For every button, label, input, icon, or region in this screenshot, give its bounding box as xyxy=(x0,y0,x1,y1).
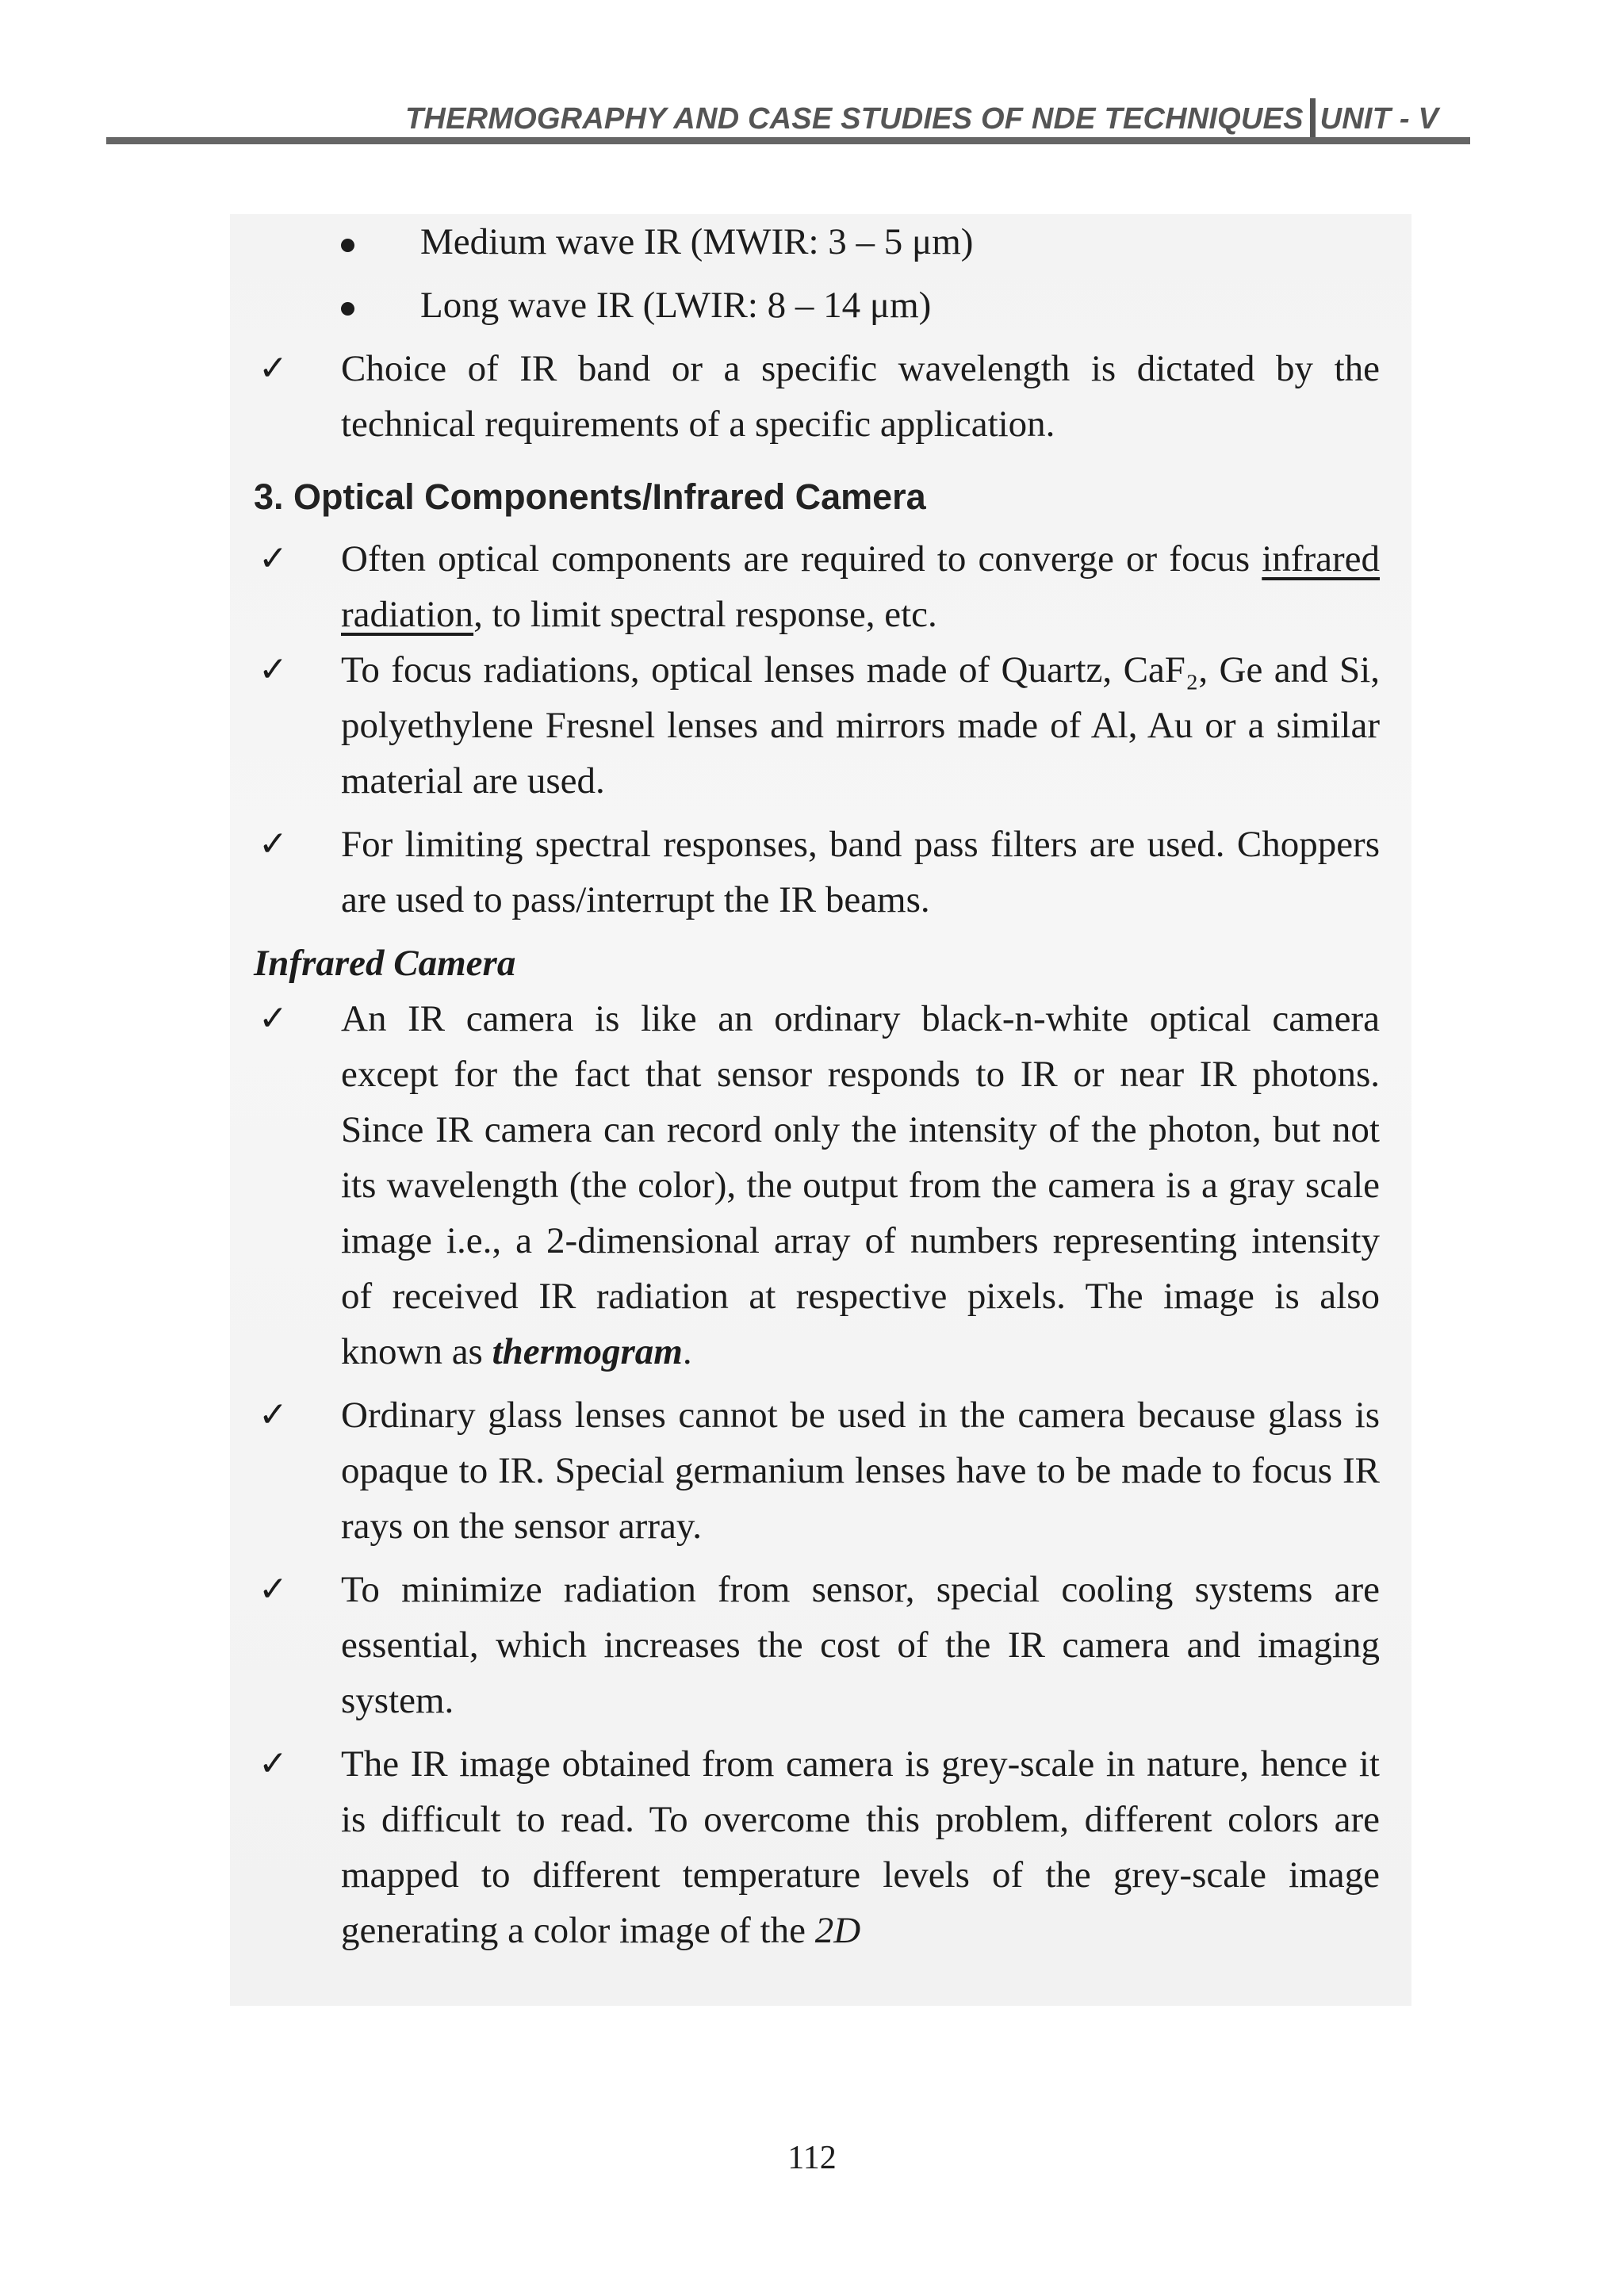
check-item xyxy=(254,642,1380,809)
check-mark-icon: ✓ xyxy=(259,824,288,864)
check-item-text xyxy=(341,1736,1380,1958)
text-run: Often optical components are required to converge or focus xyxy=(341,538,1251,580)
italic-term: 2D xyxy=(814,1910,861,1951)
check-item-text xyxy=(341,991,1380,1380)
check-item xyxy=(254,817,1380,928)
check-item-text: Choice of IR band or a specific wavelength is dictated by the technical requirements of a specific application. xyxy=(341,348,1380,445)
check-item-text: To minimize radiation from sensor, special cooling systems are essential, which increases the cost of the IR camera and imaging system. xyxy=(341,1569,1380,1721)
emphasis-term: thermogram xyxy=(492,1331,683,1372)
check-mark-icon: ✓ xyxy=(259,649,288,690)
underlined-term: infrared radiation xyxy=(341,538,1381,635)
section-heading: 3. Optical Components/Infrared Camera xyxy=(254,476,926,517)
check-item xyxy=(254,1736,1380,1958)
check-item-text: To focus radiations, optical lenses made of Quartz, CaF₂, Ge and Si, polyethylene Fresnel lenses and mirrors made of Al, Au or a similar material are used. xyxy=(341,649,1380,802)
check-mark-icon: ✓ xyxy=(259,538,288,579)
bullet-text: Medium wave IR (MWIR: 3 – 5 μm) xyxy=(420,221,974,262)
check-mark-icon: ✓ xyxy=(259,1395,288,1435)
check-item-text: For limiting spectral responses, band pass filters are used. Choppers are used to pass/interrupt the IR beams. xyxy=(341,824,1380,920)
check-mark-icon: ✓ xyxy=(259,998,288,1039)
bullet-text: Long wave IR (LWIR: 8 – 14 μm) xyxy=(420,285,932,326)
check-mark-icon: ✓ xyxy=(259,348,288,388)
page-number: 112 xyxy=(787,2140,837,2176)
check-item xyxy=(254,531,1380,642)
bullet-item xyxy=(254,214,1380,277)
check-item xyxy=(254,991,1380,1380)
header-unit: UNIT - V xyxy=(1320,102,1438,136)
running-header xyxy=(106,94,1470,141)
check-item xyxy=(254,1562,1380,1728)
page-content xyxy=(254,214,1380,1958)
bullet-dot-icon xyxy=(341,239,354,252)
text-run: . xyxy=(682,1331,692,1372)
check-item-text xyxy=(341,531,1380,642)
text-run: , to limit spectral response, etc. xyxy=(473,594,937,635)
check-item xyxy=(254,341,1380,452)
bullet-dot-icon xyxy=(341,302,354,316)
check-mark-icon: ✓ xyxy=(259,1569,288,1609)
check-item-text: Ordinary glass lenses cannot be used in the camera because glass is opaque to IR. Special germanium lenses have to be made to focus IR rays on the sensor array. xyxy=(341,1395,1380,1547)
header-text xyxy=(405,98,1438,138)
check-mark-icon: ✓ xyxy=(259,1743,288,1784)
sub-heading: Infrared Camera xyxy=(254,943,516,984)
text-run: The IR image obtained from camera is grey-scale in nature, hence it is difficult to read. To overcome this problem, different colors are mapped to different temperature levels of the grey-scale image generating a color image of the xyxy=(341,1743,1380,1951)
bullet-item xyxy=(254,277,1380,341)
header-separator xyxy=(1310,98,1316,138)
text-run: An IR camera is like an ordinary black-n-white optical camera except for the fact that sensor responds to IR or near IR photons. Since IR camera can record only the intensity of the photon, but not its wavelength (the color), the output from the camera is a gray scale image i.e., a 2-dimensional array of numbers representing intensity of received IR radiation at respective pixels. The image is also known as xyxy=(341,998,1380,1372)
header-title: THERMOGRAPHY AND CASE STUDIES OF NDE TECHNIQUES xyxy=(405,102,1304,136)
check-item xyxy=(254,1387,1380,1554)
header-rule xyxy=(106,137,1470,144)
